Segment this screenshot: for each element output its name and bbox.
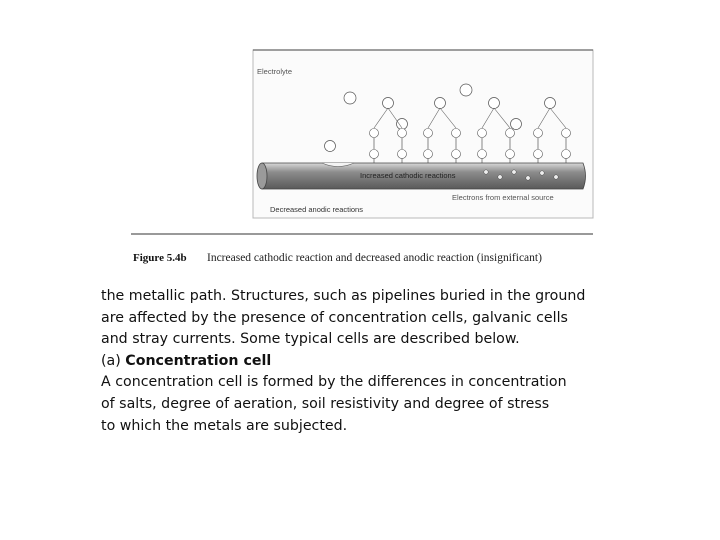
caption-number: Figure 5.4b [133,252,187,264]
electrolyte-label: Electrolyte [257,67,293,76]
section-title: Concentration cell [125,352,272,369]
body-line: of salts, degree of aeration, soil resistivity and degree of stress [101,395,550,412]
body-line: are affected by the presence of concentration cells, galvanic cells [101,309,568,326]
body-line: and stray currents. Some typical cells are described below. [101,331,520,348]
cathodic-label: Increased cathodic reactions [360,171,456,180]
electrons-label: Electrons from external source [452,193,554,202]
anodic-label: Decreased anodic reactions [270,205,363,214]
body-line: the metallic path. Structures, such as pipelines buried in the ground [101,288,586,304]
section-heading [101,351,661,373]
caption-text: Increased cathodic reaction and decreased anodic reaction (insignificant) [207,252,542,264]
section-prefix: (a) [101,352,126,369]
body-line: A concentration cell is formed by the differences in concentration [101,374,567,391]
body-paragraph [101,286,661,437]
body-line: to which the metals are subjected. [101,417,348,434]
